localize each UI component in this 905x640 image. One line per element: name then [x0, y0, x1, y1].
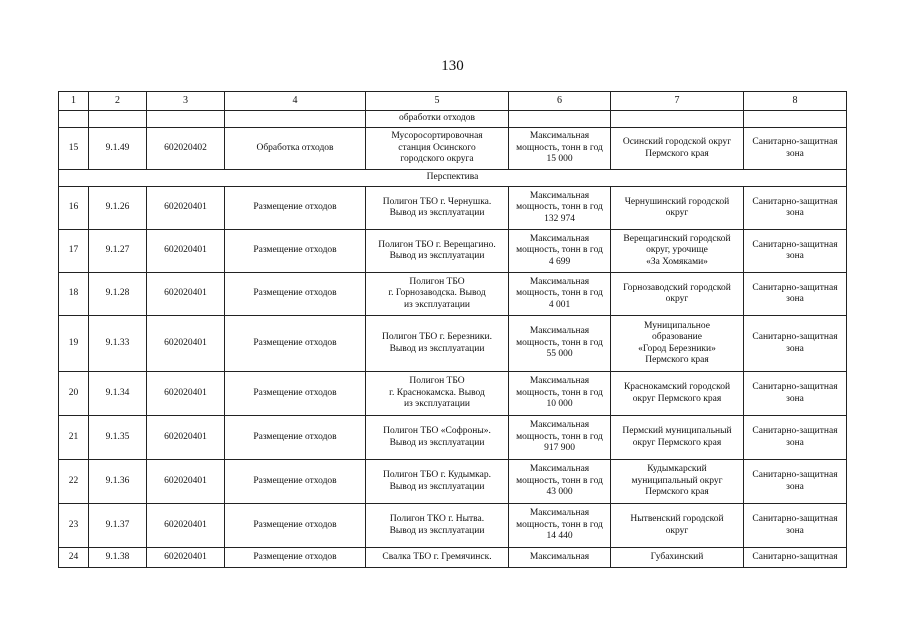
item-code: 9.1.35	[89, 416, 147, 460]
table-row	[59, 316, 847, 372]
object-name: Полигон ТБО г. Кудымкар. Вывод из эксплуатации	[366, 460, 509, 504]
table-row	[59, 187, 847, 230]
table-row	[59, 128, 847, 170]
item-code: 9.1.28	[89, 273, 147, 316]
capacity: Максимальная мощность, тонн в год 10 000	[509, 372, 611, 416]
object-name: Полигон ТБО г. Краснокамска. Вывод из эксплуатации	[366, 372, 509, 416]
okved-code: 602020401	[147, 187, 225, 230]
location: Осинский городской округ Пермского края	[611, 128, 744, 170]
zone-type: Санитарно-защитная зона	[744, 372, 847, 416]
object-name: Мусоросортировочная станция Осинского городского округа	[366, 128, 509, 170]
activity-type: Размещение отходов	[225, 504, 366, 548]
item-code: 9.1.37	[89, 504, 147, 548]
row-number: 16	[59, 187, 89, 230]
object-name: Полигон ТКО г. Нытва. Вывод из эксплуатации	[366, 504, 509, 548]
activity-type: Размещение отходов	[225, 187, 366, 230]
activity-type: Размещение отходов	[225, 372, 366, 416]
okved-code: 602020401	[147, 316, 225, 372]
section-row	[59, 170, 847, 187]
row-number: 19	[59, 316, 89, 372]
zone-type: Санитарно-защитная зона	[744, 273, 847, 316]
okved-code: 602020402	[147, 128, 225, 170]
item-code: 9.1.26	[89, 187, 147, 230]
okved-code: 602020401	[147, 416, 225, 460]
table-row	[59, 416, 847, 460]
table-row	[59, 460, 847, 504]
row-number: 17	[59, 230, 89, 273]
object-name: Полигон ТБО «Софроны». Вывод из эксплуатации	[366, 416, 509, 460]
table-row	[59, 273, 847, 316]
okved-code: 602020401	[147, 273, 225, 316]
column-number-row	[59, 92, 847, 111]
zone-type: Санитарно-защитная зона	[744, 460, 847, 504]
empty-cell	[611, 111, 744, 128]
item-code: 9.1.27	[89, 230, 147, 273]
empty-cell	[509, 111, 611, 128]
location: Нытвенский городской округ	[611, 504, 744, 548]
okved-code: 602020401	[147, 548, 225, 568]
table-body	[59, 92, 847, 568]
location: Пермский муниципальный округ Пермского края	[611, 416, 744, 460]
row-number: 24	[59, 548, 89, 568]
item-code: 9.1.33	[89, 316, 147, 372]
table-row	[59, 230, 847, 273]
empty-cell	[89, 111, 147, 128]
capacity: Максимальная мощность, тонн в год 4 001	[509, 273, 611, 316]
capacity: Максимальная мощность, тонн в год 4 699	[509, 230, 611, 273]
location: Муниципальное образование «Город Березники» Пермского края	[611, 316, 744, 372]
row-number: 20	[59, 372, 89, 416]
empty-cell	[147, 111, 225, 128]
activity-type: Размещение отходов	[225, 548, 366, 568]
table-row	[59, 372, 847, 416]
column-number-6: 6	[509, 92, 611, 111]
activity-type: Размещение отходов	[225, 273, 366, 316]
column-number-8: 8	[744, 92, 847, 111]
table-row	[59, 548, 847, 568]
object-name: Полигон ТБО г. Чернушка. Вывод из эксплуатации	[366, 187, 509, 230]
row-number: 22	[59, 460, 89, 504]
activity-type: Размещение отходов	[225, 316, 366, 372]
zone-type: Санитарно-защитная зона	[744, 316, 847, 372]
location: Верещагинский городской округ, урочище «За Хомяками»	[611, 230, 744, 273]
empty-cell	[744, 111, 847, 128]
object-name: Свалка ТБО г. Гремячинск.	[366, 548, 509, 568]
zone-type: Санитарно-защитная зона	[744, 230, 847, 273]
item-code: 9.1.38	[89, 548, 147, 568]
object-name: Полигон ТБО г. Верещагино. Вывод из эксплуатации	[366, 230, 509, 273]
row-number: 18	[59, 273, 89, 316]
section-title: Перспектива	[59, 170, 847, 187]
okved-code: 602020401	[147, 230, 225, 273]
object-name: Полигон ТБО г. Горнозаводска. Вывод из эксплуатации	[366, 273, 509, 316]
column-number-1: 1	[59, 92, 89, 111]
activity-type: Размещение отходов	[225, 416, 366, 460]
capacity: Максимальная мощность, тонн в год 14 440	[509, 504, 611, 548]
activity-type: Размещение отходов	[225, 460, 366, 504]
waste-facilities-table	[58, 91, 847, 568]
okved-code: 602020401	[147, 460, 225, 504]
column-number-7: 7	[611, 92, 744, 111]
zone-type: Санитарно-защитная зона	[744, 416, 847, 460]
location: Губахинский	[611, 548, 744, 568]
column-number-2: 2	[89, 92, 147, 111]
location: Кудымкарский муниципальный округ Пермского края	[611, 460, 744, 504]
capacity: Максимальная мощность, тонн в год 15 000	[509, 128, 611, 170]
capacity: Максимальная	[509, 548, 611, 568]
activity-type: Размещение отходов	[225, 230, 366, 273]
column-number-3: 3	[147, 92, 225, 111]
continuation-text: обработки отходов	[366, 111, 509, 128]
capacity: Максимальная мощность, тонн в год 55 000	[509, 316, 611, 372]
column-number-5: 5	[366, 92, 509, 111]
item-code: 9.1.49	[89, 128, 147, 170]
empty-cell	[59, 111, 89, 128]
row-number: 21	[59, 416, 89, 460]
zone-type: Санитарно-защитная	[744, 548, 847, 568]
capacity: Максимальная мощность, тонн в год 917 900	[509, 416, 611, 460]
item-code: 9.1.34	[89, 372, 147, 416]
zone-type: Санитарно-защитная зона	[744, 128, 847, 170]
capacity: Максимальная мощность, тонн в год 43 000	[509, 460, 611, 504]
table-row	[59, 504, 847, 548]
column-number-4: 4	[225, 92, 366, 111]
row-number: 23	[59, 504, 89, 548]
activity-type: Обработка отходов	[225, 128, 366, 170]
row-number: 15	[59, 128, 89, 170]
continuation-row	[59, 111, 847, 128]
okved-code: 602020401	[147, 504, 225, 548]
location: Краснокамский городской округ Пермского края	[611, 372, 744, 416]
item-code: 9.1.36	[89, 460, 147, 504]
empty-cell	[225, 111, 366, 128]
object-name: Полигон ТБО г. Березники. Вывод из эксплуатации	[366, 316, 509, 372]
location: Горнозаводский городской округ	[611, 273, 744, 316]
okved-code: 602020401	[147, 372, 225, 416]
page-number: 130	[441, 58, 464, 74]
location: Чернушинский городской округ	[611, 187, 744, 230]
capacity: Максимальная мощность, тонн в год 132 974	[509, 187, 611, 230]
zone-type: Санитарно-защитная зона	[744, 504, 847, 548]
zone-type: Санитарно-защитная зона	[744, 187, 847, 230]
